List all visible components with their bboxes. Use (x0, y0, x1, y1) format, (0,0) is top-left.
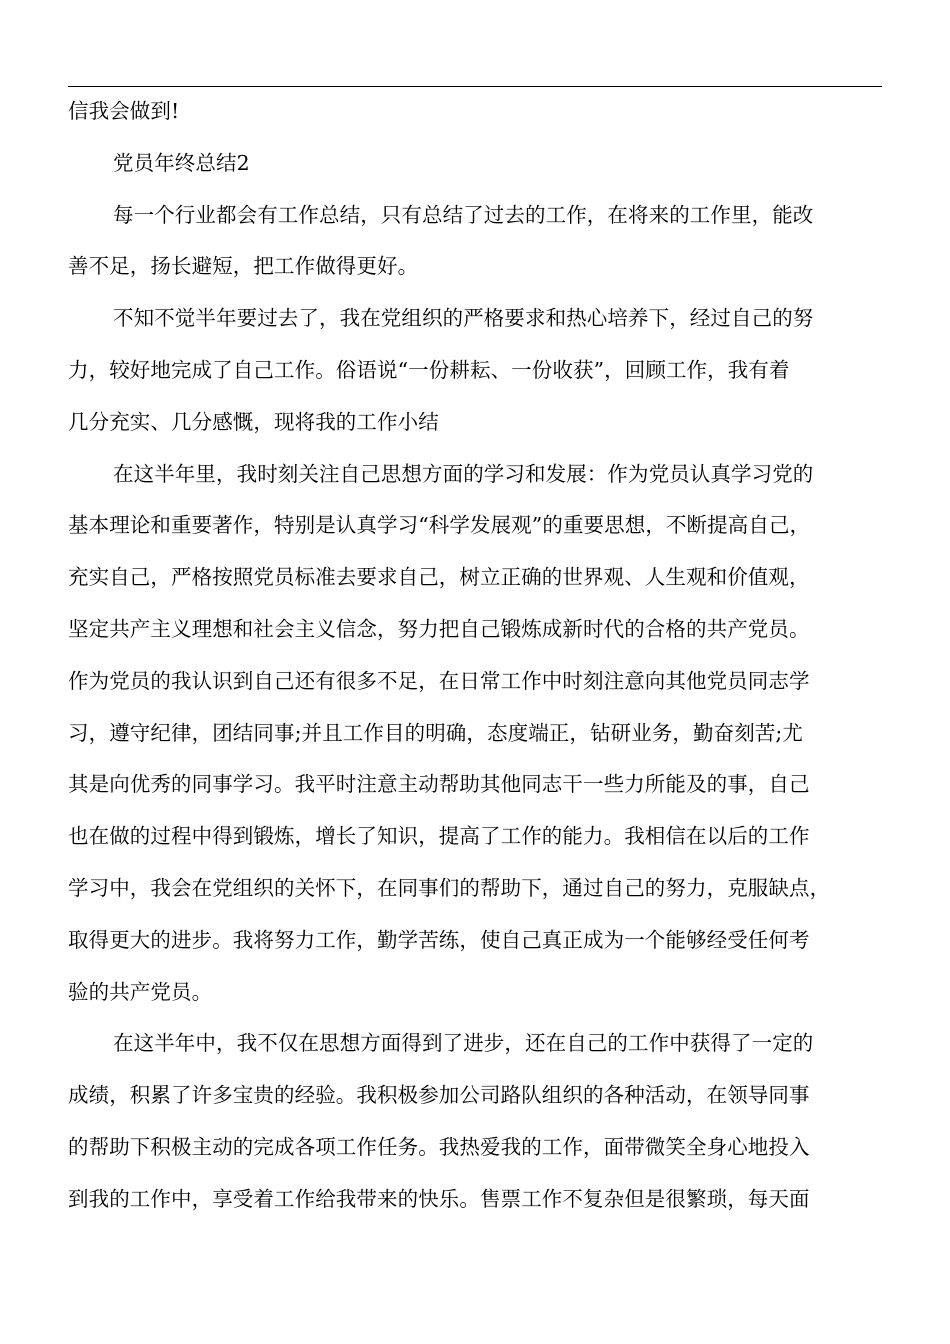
document-body (68, 90, 884, 1230)
paragraph-line: 作为党员的我认识到自己还有很多不足，在日常工作中时刻注意向其他党员同志学 (68, 668, 810, 693)
paragraph-line: 到我的工作中，享受着工作给我带来的快乐。售票工作不复杂但是很繁琐，每天面 (68, 1186, 810, 1211)
paragraph (68, 1022, 884, 1229)
paragraph-line: 坚定共产主义理想和社会主义信念，努力把自己锻炼成新时代的合格的共产党员。 (68, 616, 810, 641)
paragraph-line: 每一个行业都会有工作总结，只有总结了过去的工作，在将来的工作里，能改 (113, 202, 814, 227)
paragraph-line: 的帮助下积极主动的完成各项工作任务。我热爱我的工作，面带微笑全身心地投入 (68, 1134, 810, 1159)
paragraph-line: 其是向优秀的同事学习。我平时注意主动帮助其他同志干一些力所能及的事，自己 (68, 772, 810, 797)
paragraph-line: 成绩，积累了许多宝贵的经验。我积极参加公司路队组织的各种活动，在领导同事 (68, 1083, 810, 1108)
paragraph (68, 194, 884, 298)
paragraph-line: 充实自己，严格按照党员标准去要求自己，树立正确的世界观、人生观和价值观， (68, 565, 810, 590)
paragraph-line: 在这半年里，我时刻关注自己思想方面的学习和发展：作为党员认真学习党的 (113, 461, 814, 486)
paragraph (68, 453, 884, 1023)
paragraph-line: 基本理论和重要著作，特别是认真学习“科学发展观”的重要思想，不断提高自己， (68, 513, 811, 538)
paragraph (68, 297, 884, 452)
section-title: 党员年终总结2 (113, 150, 250, 175)
paragraph-line: 不知不觉半年要过去了，我在党组织的严格要求和热心培养下，经过自己的努 (113, 306, 814, 331)
paragraph-line: 力，较好地完成了自己工作。俗语说“一份耕耘、一份收获”，回顾工作，我有着 (68, 357, 790, 382)
header-rule (68, 86, 882, 87)
paragraph-line: 在这半年中，我不仅在思想方面得到了进步，还在自己的工作中获得了一定的 (113, 1031, 814, 1056)
paragraph-line: 验的共产党员。 (68, 979, 213, 1004)
paragraph-line: 几分充实、几分感慨，现将我的工作小结 (68, 409, 439, 434)
continuation-line: 信我会做到! (68, 99, 180, 123)
paragraph-line: 习，遵守纪律，团结同事;并且工作目的明确，态度端正，钻研业务，勤奋刻苦;尤 (68, 720, 804, 745)
paragraph-line: 取得更大的进步。我将努力工作，勤学苦练，使自己真正成为一个能够经受任何考 (68, 927, 810, 952)
paragraph-line: 也在做的过程中得到锻炼，增长了知识，提高了工作的能力。我相信在以后的工作 (68, 824, 810, 849)
paragraph-line: 善不足，扬长避短，把工作做得更好。 (68, 254, 419, 279)
paragraph-line: 学习中，我会在党组织的关怀下，在同事们的帮助下，通过自己的努力，克服缺点， (68, 875, 831, 900)
